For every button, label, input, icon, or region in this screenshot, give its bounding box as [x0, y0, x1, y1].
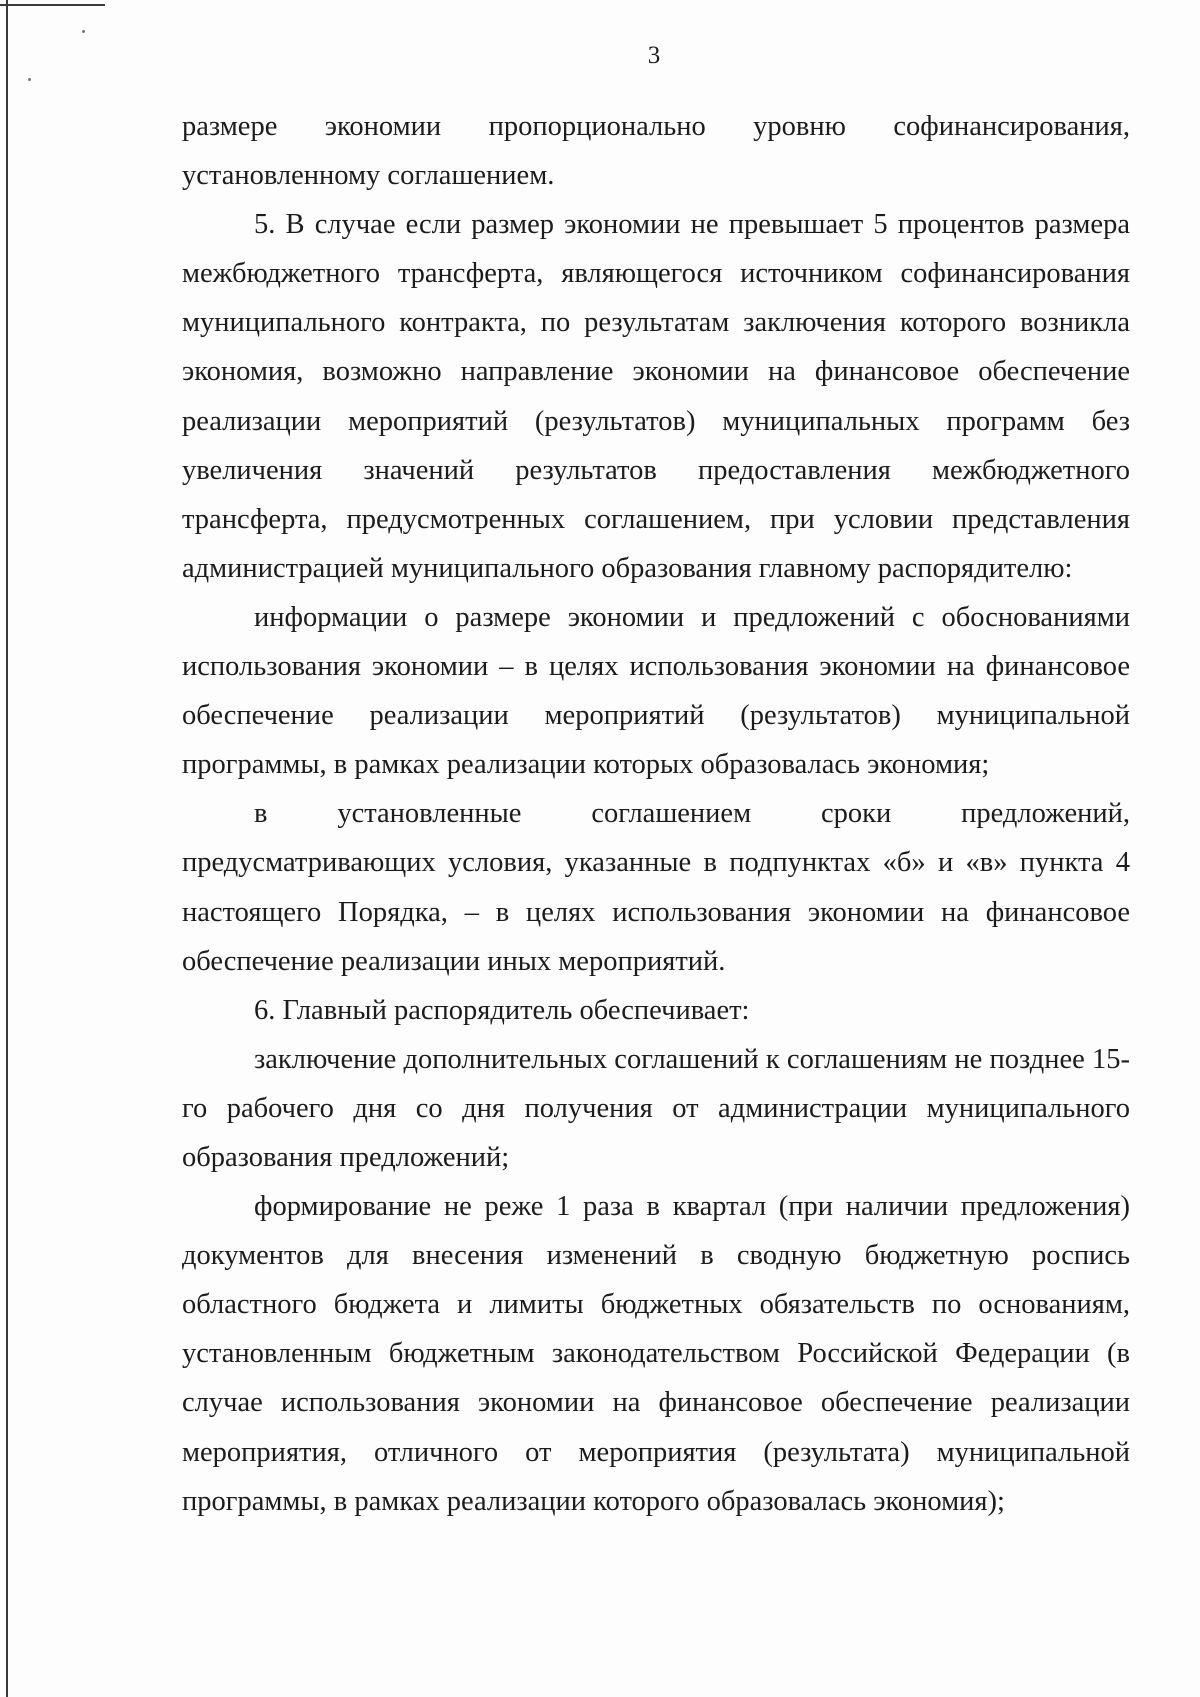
scan-top-rule: [0, 4, 105, 6]
scan-speck: [82, 30, 85, 33]
scan-speck: [28, 78, 31, 81]
paragraph-information: информации о размере экономии и предложений с обоснованиями использования экономии – в целях использования экономии на финансовое обеспечение реализации мероприятий (результатов) муниципальной программы, в рамках реализации которых образовалась экономия;: [182, 601, 1130, 781]
paragraph-documents: формирование не реже 1 раза в квартал (при наличии предложения) документов для внесения изменений в сводную бюджетную роспись областного бюджета и лимиты бюджетных обязательств по основаниям, установленным бюджетным законодательством Российской Федерации (в случае использования экономии на финансовое обеспечение реализации мероприятия, отличного от мероприятия (результата) муниципальной программы, в рамках реализации которого образовалась экономия);: [182, 1191, 1130, 1517]
paragraph-agreements: заключение дополнительных соглашений к соглашениям не позднее 15-го рабочего дня со дня получения от администрации муниципального образования предложений;: [182, 1043, 1130, 1173]
scan-edge-line: [6, 0, 8, 1697]
paragraph-item-6: 6. Главный распорядитель обеспечивает:: [254, 994, 750, 1026]
page-number: 3: [647, 42, 661, 69]
paragraph-item-5: 5. В случае если размер экономии не превышает 5 процентов размера межбюджетного трансферта, являющегося источником софинансирования муниципального контракта, по результатам заключения которого возникла экономия, возможно направление экономии на финансовое обеспечение реализации мероприятий (результатов) муниципальных программ без увеличения значений результатов предоставления межбюджетного трансферта, предусмотренных соглашением, при условии представления администрацией муниципального образования главному распорядителю:: [182, 209, 1130, 584]
paragraph-proposals: в установленные соглашением сроки предложений, предусматривающих условия, указанные в подпунктах «б» и «в» пункта 4 настоящего Порядка, – в целях использования экономии на финансовое обеспечение реализации иных мероприятий.: [182, 798, 1130, 977]
paragraph-continuation: размере экономии пропорционально уровню софинансирования, установленному соглашением.: [182, 111, 1130, 192]
document-body: [182, 102, 1130, 1526]
